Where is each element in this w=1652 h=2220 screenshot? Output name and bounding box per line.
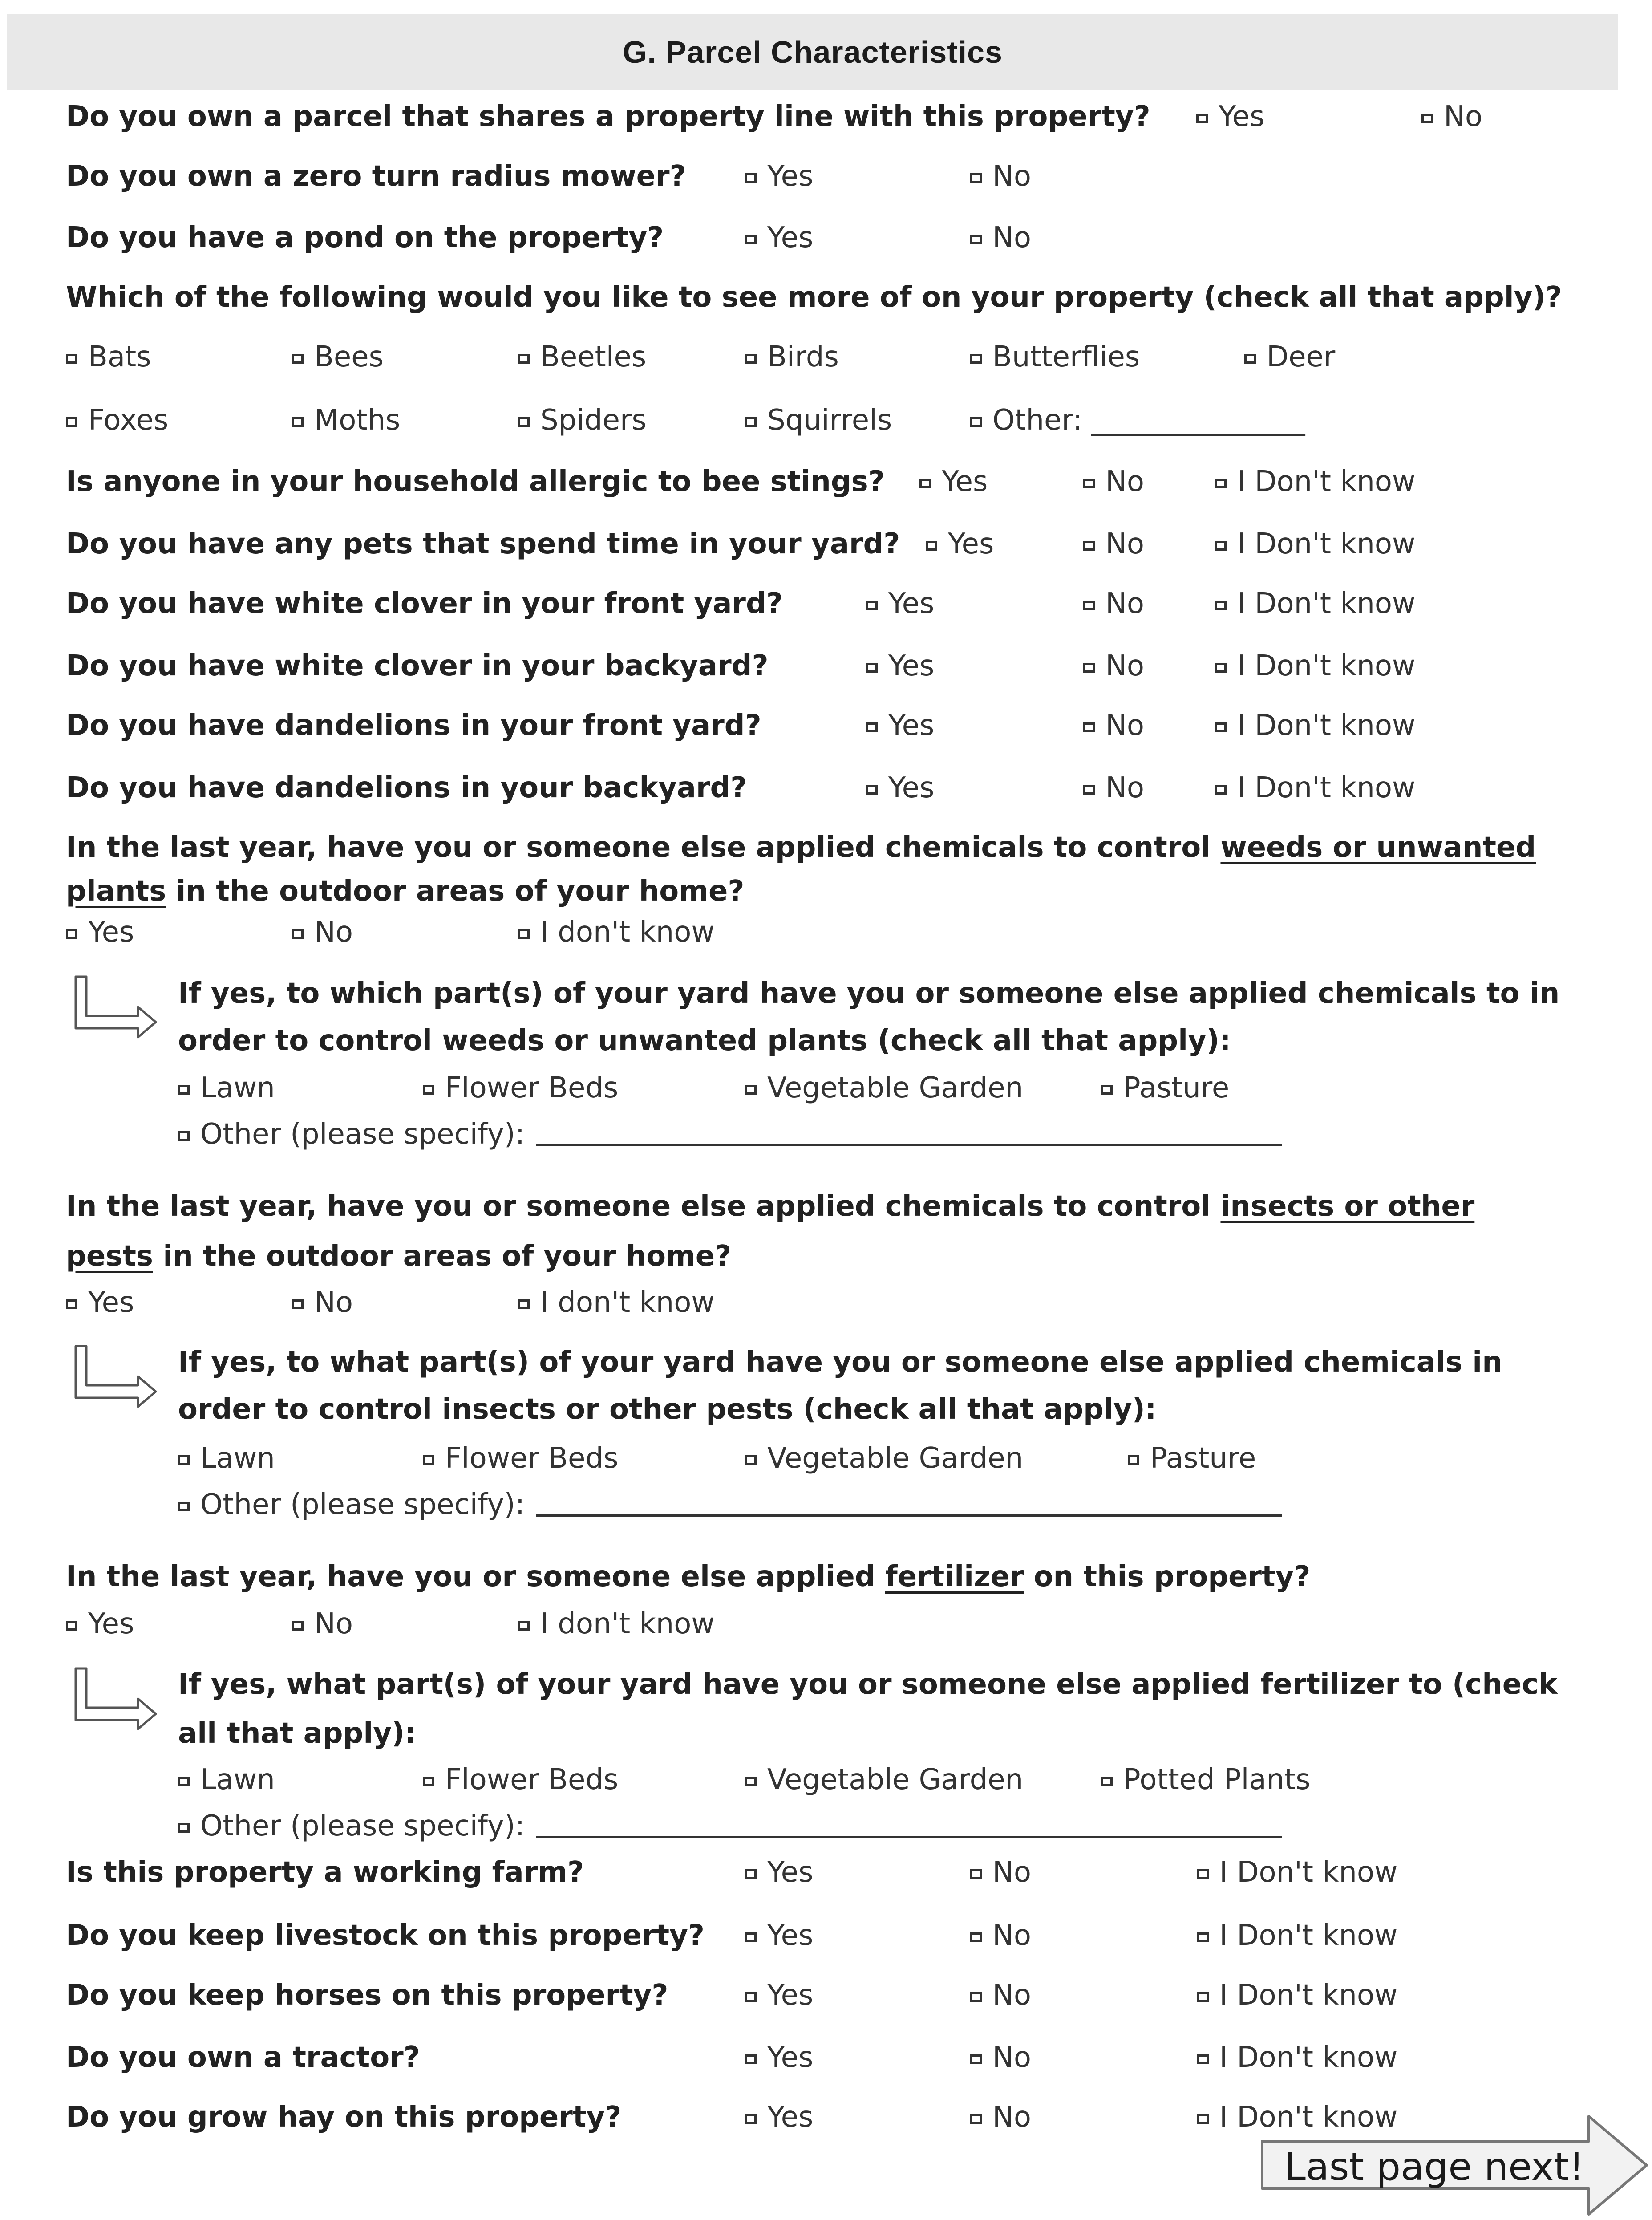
dandelions-back-yes-checkbox[interactable]: Yes xyxy=(866,774,934,802)
checkbox-icon xyxy=(745,417,757,427)
checkbox-icon xyxy=(1197,2054,1209,2064)
insects-followup-question-cont: order to control insects or other pests (check all that apply): xyxy=(178,1393,1157,1426)
hay-no-checkbox[interactable]: No xyxy=(970,2103,1031,2131)
wildlife-bees-checkbox[interactable]: Bees xyxy=(292,343,384,371)
question-hay: Do you grow hay on this property? xyxy=(66,2101,622,2134)
livestock-idk-checkbox[interactable]: I Don't know xyxy=(1197,1921,1397,1950)
checkbox-icon xyxy=(178,1131,190,1141)
question-livestock: Do you keep livestock on this property? xyxy=(66,1919,705,1952)
question-pond: Do you have a pond on the property? xyxy=(66,221,664,254)
insects-yes-checkbox[interactable]: Yes xyxy=(66,1288,134,1317)
checkbox-icon xyxy=(518,417,530,427)
checkbox-icon xyxy=(745,2054,757,2064)
checkbox-icon xyxy=(1421,114,1433,123)
checkbox-icon xyxy=(66,417,77,427)
checkbox-icon xyxy=(745,1869,757,1879)
checkbox-icon xyxy=(1197,2114,1209,2124)
fertilizer-idk-checkbox[interactable]: I don't know xyxy=(518,1610,715,1638)
allergy-idk-checkbox[interactable]: I Don't know xyxy=(1215,467,1415,496)
question-horses: Do you keep horses on this property? xyxy=(66,1979,668,2012)
weeds-yes-checkbox[interactable]: Yes xyxy=(66,918,134,946)
question-insect-chemicals-cont: pests in the outdoor areas of your home? xyxy=(66,1240,732,1273)
farm-yes-checkbox[interactable]: Yes xyxy=(745,1858,813,1887)
weeds-followup-question: If yes, to which part(s) of your yard have you or someone else applied chemicals to in xyxy=(178,977,1560,1010)
hay-idk-checkbox[interactable]: I Don't know xyxy=(1197,2103,1397,2131)
checkbox-icon xyxy=(292,417,304,427)
question-wildlife: Which of the following would you like to see more of on your property (check all that apply)? xyxy=(66,281,1562,314)
question-bee-allergy: Is anyone in your household allergic to bee stings? xyxy=(66,465,885,498)
livestock-yes-checkbox[interactable]: Yes xyxy=(745,1921,813,1950)
hay-yes-checkbox[interactable]: Yes xyxy=(745,2103,813,2131)
clover-back-yes-checkbox[interactable]: Yes xyxy=(866,652,934,680)
wildlife-bats-checkbox[interactable]: Bats xyxy=(66,343,151,371)
weeds-vegetable-garden-checkbox[interactable]: Vegetable Garden xyxy=(745,1074,1023,1102)
checkbox-icon xyxy=(1196,114,1208,123)
checkbox-icon xyxy=(178,1502,190,1511)
checkbox-icon xyxy=(178,1085,190,1095)
fertilizer-other-checkbox[interactable]: Other (please specify): xyxy=(178,1812,1282,1840)
clover-front-yes-checkbox[interactable]: Yes xyxy=(866,589,934,618)
checkbox-icon xyxy=(970,2114,982,2124)
question-weed-chemicals: In the last year, have you or someone else applied chemicals to control weeds or unwanted xyxy=(66,831,1536,864)
checkbox-icon xyxy=(423,1777,434,1786)
livestock-no-checkbox[interactable]: No xyxy=(970,1921,1031,1950)
wildlife-butterflies-checkbox[interactable]: Butterflies xyxy=(970,343,1140,371)
pond-yes-checkbox[interactable]: Yes xyxy=(745,223,813,252)
checkbox-icon xyxy=(745,1932,757,1942)
fertilizer-flower-beds-checkbox[interactable]: Flower Beds xyxy=(423,1765,618,1794)
checkbox-icon xyxy=(970,235,982,244)
checkbox-icon xyxy=(919,479,931,488)
question-shares-property-line: Do you own a parcel that shares a property line with this property? xyxy=(66,100,1150,133)
checkbox-icon xyxy=(292,1621,304,1631)
checkbox-icon xyxy=(423,1455,434,1465)
checkbox-icon xyxy=(1197,1992,1209,2002)
question-dandelions-front: Do you have dandelions in your front yard? xyxy=(66,709,761,742)
fertilizer-vegetable-garden-checkbox[interactable]: Vegetable Garden xyxy=(745,1765,1023,1794)
weeds-other-input[interactable] xyxy=(536,1123,1282,1146)
fertilizer-potted-plants-checkbox[interactable]: Potted Plants xyxy=(1101,1765,1311,1794)
checkbox-icon xyxy=(970,173,982,183)
shares-line-no-checkbox[interactable]: No xyxy=(1421,102,1482,131)
checkbox-icon xyxy=(745,235,757,244)
checkbox-icon xyxy=(1215,663,1227,673)
checkbox-icon xyxy=(66,354,77,364)
pets-idk-checkbox[interactable]: I Don't know xyxy=(1215,530,1415,558)
checkbox-icon xyxy=(1083,601,1095,610)
insects-flower-beds-checkbox[interactable]: Flower Beds xyxy=(423,1444,618,1473)
checkbox-icon xyxy=(518,929,530,939)
checkbox-icon xyxy=(292,929,304,939)
checkbox-icon xyxy=(1215,601,1227,610)
checkbox-icon xyxy=(745,1455,757,1465)
follow-up-arrow-icon xyxy=(71,1343,160,1409)
dandelions-front-no-checkbox[interactable]: No xyxy=(1083,711,1144,740)
checkbox-icon xyxy=(1083,541,1095,551)
clover-back-no-checkbox[interactable]: No xyxy=(1083,652,1144,680)
weeds-followup-question-cont: order to control weeds or unwanted plants (check all that apply): xyxy=(178,1024,1231,1057)
checkbox-icon xyxy=(745,2114,757,2124)
checkbox-icon xyxy=(66,1621,77,1631)
farm-idk-checkbox[interactable]: I Don't know xyxy=(1197,1858,1397,1887)
question-working-farm: Is this property a working farm? xyxy=(66,1856,584,1889)
fertilizer-followup-question-cont: all that apply): xyxy=(178,1717,416,1750)
checkbox-icon xyxy=(178,1777,190,1786)
checkbox-icon xyxy=(926,541,937,551)
mower-no-checkbox[interactable]: No xyxy=(970,162,1031,191)
checkbox-icon xyxy=(745,1777,757,1786)
follow-up-arrow-icon xyxy=(71,1665,160,1732)
insects-other-input[interactable] xyxy=(536,1493,1282,1517)
fertilizer-lawn-checkbox[interactable]: Lawn xyxy=(178,1765,275,1794)
pond-no-checkbox[interactable]: No xyxy=(970,223,1031,252)
checkbox-icon xyxy=(292,1299,304,1309)
pets-yes-checkbox[interactable]: Yes xyxy=(926,530,994,558)
fertilizer-other-input[interactable] xyxy=(536,1814,1282,1838)
checkbox-icon xyxy=(518,354,530,364)
checkbox-icon xyxy=(866,722,878,732)
checkbox-icon xyxy=(745,1085,757,1095)
checkbox-icon xyxy=(970,354,982,364)
question-insect-chemicals: In the last year, have you or someone else applied chemicals to control insects or other xyxy=(66,1190,1475,1223)
insects-idk-checkbox[interactable]: I don't know xyxy=(518,1288,715,1317)
insects-vegetable-garden-checkbox[interactable]: Vegetable Garden xyxy=(745,1444,1023,1473)
checkbox-icon xyxy=(1083,479,1095,488)
checkbox-icon xyxy=(866,663,878,673)
tractor-yes-checkbox[interactable]: Yes xyxy=(745,2043,813,2072)
dandelions-back-no-checkbox[interactable]: No xyxy=(1083,774,1144,802)
checkbox-icon xyxy=(745,1992,757,2002)
checkbox-icon xyxy=(518,1299,530,1309)
checkbox-icon xyxy=(178,1455,190,1465)
wildlife-moths-checkbox[interactable]: Moths xyxy=(292,406,400,434)
mower-yes-checkbox[interactable]: Yes xyxy=(745,162,813,191)
checkbox-icon xyxy=(1083,722,1095,732)
tractor-idk-checkbox[interactable]: I Don't know xyxy=(1197,2043,1397,2072)
checkbox-icon xyxy=(970,1992,982,2002)
checkbox-icon xyxy=(66,1299,77,1309)
fertilizer-no-checkbox[interactable]: No xyxy=(292,1610,353,1638)
weeds-lawn-checkbox[interactable]: Lawn xyxy=(178,1074,275,1102)
weeds-other-checkbox[interactable]: Other (please specify): xyxy=(178,1120,1282,1149)
checkbox-icon xyxy=(1244,354,1256,364)
insects-lawn-checkbox[interactable]: Lawn xyxy=(178,1444,275,1473)
checkbox-icon xyxy=(1197,1932,1209,1942)
dandelions-back-idk-checkbox[interactable]: I Don't know xyxy=(1215,774,1415,802)
weeds-flower-beds-checkbox[interactable]: Flower Beds xyxy=(423,1074,618,1102)
wildlife-beetles-checkbox[interactable]: Beetles xyxy=(518,343,646,371)
question-fertilizer: In the last year, have you or someone else applied fertilizer on this property? xyxy=(66,1560,1311,1593)
checkbox-icon xyxy=(970,1932,982,1942)
section-header xyxy=(7,14,1618,90)
checkbox-icon xyxy=(1083,663,1095,673)
weeds-idk-checkbox[interactable]: I don't know xyxy=(518,918,715,946)
horses-yes-checkbox[interactable]: Yes xyxy=(745,1981,813,2009)
question-zero-turn-mower: Do you own a zero turn radius mower? xyxy=(66,160,686,193)
checkbox-icon xyxy=(1215,722,1227,732)
checkbox-icon xyxy=(866,601,878,610)
insects-no-checkbox[interactable]: No xyxy=(292,1288,353,1317)
farm-no-checkbox[interactable]: No xyxy=(970,1858,1031,1887)
question-weed-chemicals-cont: plants in the outdoor areas of your home? xyxy=(66,875,745,908)
wildlife-foxes-checkbox[interactable]: Foxes xyxy=(66,406,168,434)
checkbox-icon xyxy=(970,2054,982,2064)
checkbox-icon xyxy=(1128,1455,1139,1465)
checkbox-icon xyxy=(1215,479,1227,488)
checkbox-icon xyxy=(1215,785,1227,795)
insects-other-checkbox[interactable]: Other (please specify): xyxy=(178,1490,1282,1519)
dandelions-front-idk-checkbox[interactable]: I Don't know xyxy=(1215,711,1415,740)
checkbox-icon xyxy=(66,929,77,939)
checkbox-icon xyxy=(292,354,304,364)
horses-idk-checkbox[interactable]: I Don't know xyxy=(1197,1981,1397,2009)
section-title: G. Parcel Characteristics xyxy=(623,35,1003,69)
horses-no-checkbox[interactable]: No xyxy=(970,1981,1031,2009)
insects-pasture-checkbox[interactable]: Pasture xyxy=(1128,1444,1256,1473)
weeds-pasture-checkbox[interactable]: Pasture xyxy=(1101,1074,1229,1102)
checkbox-icon xyxy=(745,173,757,183)
fertilizer-yes-checkbox[interactable]: Yes xyxy=(66,1610,134,1638)
checkbox-icon xyxy=(970,417,982,427)
next-page-arrow[interactable] xyxy=(1259,2110,1651,2217)
checkbox-icon xyxy=(1101,1085,1113,1095)
checkbox-icon xyxy=(1215,541,1227,551)
question-clover-front: Do you have white clover in your front yard? xyxy=(66,587,783,620)
checkbox-icon xyxy=(1101,1777,1113,1786)
wildlife-squirrels-checkbox[interactable]: Squirrels xyxy=(745,406,892,434)
clover-back-idk-checkbox[interactable]: I Don't know xyxy=(1215,652,1415,680)
checkbox-icon xyxy=(178,1823,190,1833)
allergy-no-checkbox[interactable]: No xyxy=(1083,467,1144,496)
question-pets: Do you have any pets that spend time in your yard? xyxy=(66,528,900,560)
next-page-label: Last page next! xyxy=(1284,2145,1584,2189)
tractor-no-checkbox[interactable]: No xyxy=(970,2043,1031,2072)
dandelions-front-yes-checkbox[interactable]: Yes xyxy=(866,711,934,740)
question-clover-back: Do you have white clover in your backyard? xyxy=(66,649,769,682)
wildlife-spiders-checkbox[interactable]: Spiders xyxy=(518,406,647,434)
checkbox-icon xyxy=(970,1869,982,1879)
checkbox-icon xyxy=(745,354,757,364)
checkbox-icon xyxy=(1083,785,1095,795)
clover-front-no-checkbox[interactable]: No xyxy=(1083,589,1144,618)
pets-no-checkbox[interactable]: No xyxy=(1083,530,1144,558)
allergy-yes-checkbox[interactable]: Yes xyxy=(919,467,988,496)
wildlife-other-checkbox[interactable]: Other: _______________ xyxy=(970,406,1305,434)
wildlife-deer-checkbox[interactable]: Deer xyxy=(1244,343,1335,371)
wildlife-birds-checkbox[interactable]: Birds xyxy=(745,343,839,371)
checkbox-icon xyxy=(866,785,878,795)
fertilizer-followup-question: If yes, what part(s) of your yard have you or someone else applied fertilizer to (check xyxy=(178,1668,1558,1701)
shares-line-yes-checkbox[interactable]: Yes xyxy=(1196,102,1264,131)
insects-followup-question: If yes, to what part(s) of your yard have you or someone else applied chemicals in xyxy=(178,1346,1502,1379)
question-dandelions-back: Do you have dandelions in your backyard? xyxy=(66,771,747,804)
question-tractor: Do you own a tractor? xyxy=(66,2041,420,2074)
weeds-no-checkbox[interactable]: No xyxy=(292,918,353,946)
checkbox-icon xyxy=(423,1085,434,1095)
clover-front-idk-checkbox[interactable]: I Don't know xyxy=(1215,589,1415,618)
checkbox-icon xyxy=(518,1621,530,1631)
follow-up-arrow-icon xyxy=(71,973,160,1040)
checkbox-icon xyxy=(1197,1869,1209,1879)
